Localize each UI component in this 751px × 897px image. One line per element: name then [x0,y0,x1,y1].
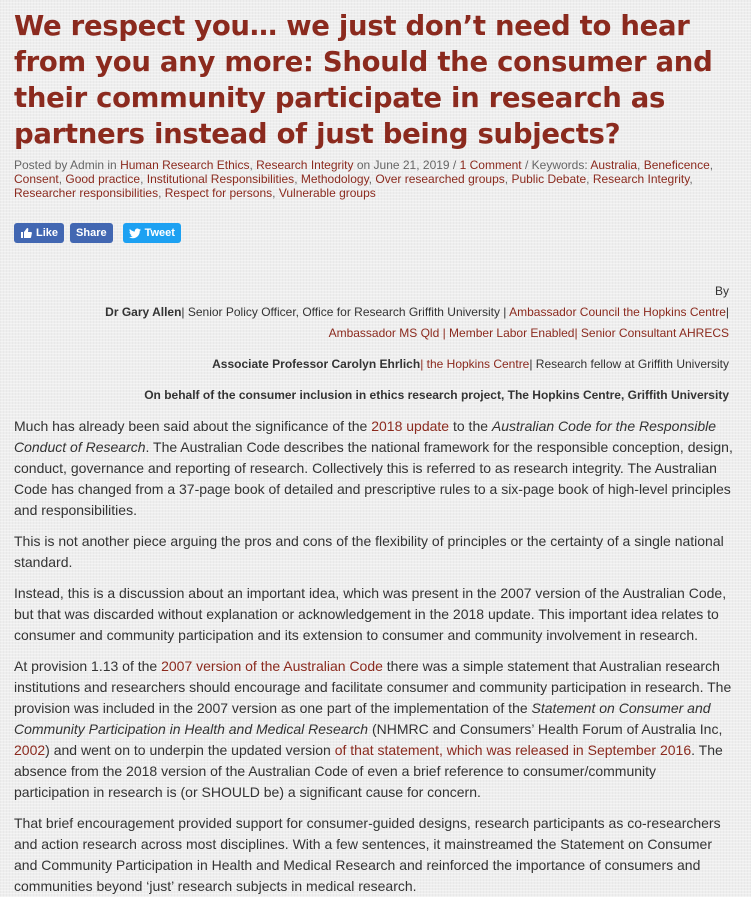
text: . The Australian Code describes the national framework for the responsible conception, design, conduct, governance and reporting of research. Collectively this is referred to as research integrity. The Australian Code has changed from a 37-page book of detailed and prescriptive rules to a six-page book of high-level principles and responsibilities. [14,439,733,518]
by-label: By [714,284,729,298]
twitter-bird-icon [129,228,141,239]
tweet-button[interactable] [123,223,181,243]
article-title: We respect you… we just don’t need to hear from you any more: Should the consumer and their community participate in research as partners instead of just being subjects? [14,10,713,150]
keyword-link[interactable]: Beneficence [643,158,710,172]
keyword-link[interactable]: Vulnerable groups [278,186,376,200]
post-meta: Posted by Admin in Human Research Ethics, Research Integrity on June 21, 2019 / 1 Comment / Keywords: Australia, Beneficence, Consent, Good practice, Institutional Responsibilities, Methodology, Over researched groups, Public Debate, Research Integrity, Researcher responsibilities, Respect for persons, Vulnerable groups [14,158,714,200]
byline [14,281,729,406]
text: ) and went on to underpin the updated version [45,742,335,758]
category-link[interactable]: Research Integrity [256,158,354,172]
article-body [14,416,741,897]
tweet-label: Tweet [144,227,175,239]
text: . The absence from the 2018 version of the Australian Code of even a brief reference to consumer/community participation in research is (or SHOULD be) a significant cause for concern. [14,742,723,800]
2016-statement-link[interactable]: of that statement, which was released in September 2016 [334,742,692,758]
2007-code-link[interactable]: 2007 version of the Australian Code [161,658,383,674]
author-1-role: | Senior Policy Officer, Office for Research Griffith University | [181,305,510,319]
author-1-line-2 [14,323,729,344]
keyword-link[interactable]: Australia [590,158,638,172]
text: to the [449,418,492,434]
separator: | [725,305,729,319]
keyword-link[interactable]: Respect for persons [164,186,273,200]
paragraph: That brief encouragement provided support for consumer-guided designs, research participants as co-researchers and action research across most disciplines. With a few sentences, it mainstreamed the Statement on Consumer and Community Participation in Health and Medical Research and reinforced the importance of consumers and communities beyond ‘just’ research subjects in medical research. [14,815,721,894]
paragraph: This is not another piece arguing the pros and cons of the flexibility of principles or the certainty of a single national standard. [14,533,724,570]
posted-by: Posted by Admin in [14,158,121,172]
like-label: Like [36,227,59,239]
author-2-role: | Research fellow at Griffith University [529,357,729,371]
keyword-link[interactable]: Over researched groups [375,172,505,186]
text: there was a simple statement that Australian research institutions and researchers should encourage and facilitate consumer and community participation in research. The provision was included in the 2007 version as one part of the implementation of the [14,658,732,716]
comments-link[interactable]: 1 Comment [459,158,522,172]
2018-update-link[interactable]: 2018 update [371,418,450,434]
author-2-line [14,354,729,375]
keyword-link[interactable]: Institutional Responsibilities [146,172,295,186]
text: Much has already been said about the significance of the [14,418,372,434]
social-buttons [14,222,741,244]
project-line: On behalf of the consumer inclusion in ethics research project, The Hopkins Centre, Griffith University [144,388,729,402]
keyword-link[interactable]: Consent [14,172,59,186]
keyword-link[interactable]: Public Debate [511,172,587,186]
paragraph: Instead, this is a discussion about an important idea, which was present in the 2007 version of the Australian Code, but that was discarded without explanation or acknowledgement in the 2018 update. This important idea relates to consumer and community participation and its extension to consumer and community involvement in research. [14,585,727,643]
author-1-affiliations-link[interactable]: Ambassador MS Qld | Member Labor Enabled| Senior Consultant AHRECS [328,326,729,340]
thumbs-up-icon [20,227,32,239]
statement-title: Statement on Consumer and Community Participation in Health and Medical Research [14,700,711,737]
keywords-label: / Keywords: [521,158,591,172]
keyword-link[interactable]: Methodology [300,172,369,186]
keyword-link[interactable]: Good practice [65,172,141,186]
facebook-share-button[interactable] [70,223,113,243]
text: At provision 1.13 of the [14,658,162,674]
hopkins-centre-link[interactable]: | the Hopkins Centre [420,357,530,371]
author-1-line [14,302,729,323]
facebook-like-button[interactable] [14,223,64,243]
share-label: Share [76,227,107,239]
code-title: Australian Code for the Responsible Conduct of Research [14,418,717,455]
hopkins-ambassador-link[interactable]: Ambassador Council the Hopkins Centre [509,305,726,319]
author-1-name: Dr Gary Allen [105,305,182,319]
paragraph [14,416,735,521]
post-date: on June 21, 2019 / [353,158,460,172]
keyword-link[interactable]: Researcher responsibilities [14,186,159,200]
author-2-name: Associate Professor Carolyn Ehrlich [212,357,421,371]
2002-link[interactable]: 2002 [14,742,46,758]
paragraph [14,656,735,803]
keyword-link[interactable]: Research Integrity [592,172,690,186]
text: (NHMRC and Consumers’ Health Forum of Australia Inc, [368,721,723,737]
category-link[interactable]: Human Research Ethics [120,158,250,172]
